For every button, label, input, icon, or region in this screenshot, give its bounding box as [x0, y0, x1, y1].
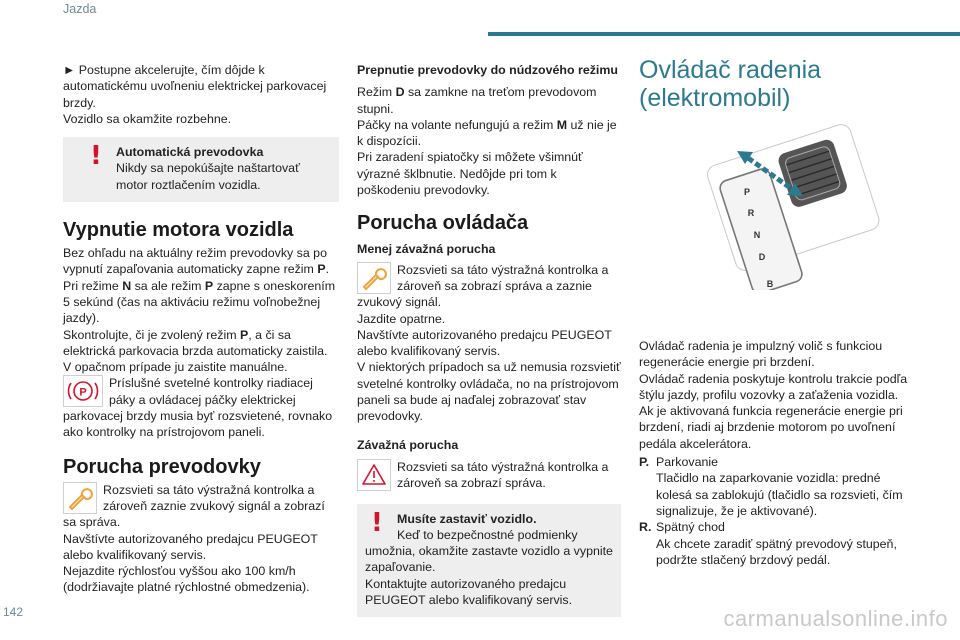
gearbox-fault-p1: Rozsvieti sa táto výstražná kontrolka a zároveň zaznie zvukový signál a zobrazí sa správa. — [63, 482, 325, 530]
emergency-p2: Páčky na volante nefungujú a režim M už nie je k dispozícii. — [357, 117, 617, 149]
selector-p1: Ovládač radenia je impulzný volič s funkciou regenerácie energie pri brzdení. — [639, 339, 883, 370]
mode-key: R. — [639, 520, 652, 535]
page-number: 142 — [3, 605, 24, 619]
mode-title: Spätný chod — [656, 520, 725, 535]
column-3 — [639, 56, 909, 568]
wrench-warning-icon — [357, 262, 391, 294]
column-2 — [357, 62, 621, 617]
gearbox-fault-block — [63, 482, 339, 531]
note-text: Nikdy sa nepokúšajte naštartovať motor roztlačením vozidla. — [116, 161, 300, 192]
selector-p3: Ak je aktivovaná funkcia regenerácie energie pri brzdení, riadi aj brzdenie motorom po uvoľnení pedála akcelerátora. — [639, 404, 903, 451]
selector-modes-list — [639, 454, 909, 568]
parking-brake-warning-icon — [63, 375, 103, 407]
heading-gearbox-fault: Porucha prevodovky — [63, 455, 261, 478]
note-stop-p2: Kontaktujte autorizovaného predajcu PEUGEOT alebo kvalifikovaný servis. — [365, 576, 573, 608]
parking-brake-indicator-block — [63, 375, 339, 440]
intro-line-1: ► Postupne akcelerujte, čím dôjde k automatickému uvoľneniu elektrickej parkovacej brzdy. — [63, 63, 327, 110]
mode-title: Parkovanie — [656, 455, 718, 470]
minor-fault-p4: V niektorých prípadoch sa už nemusia rozsvietiť svetelné kontrolky ovládača, no na prístrojovom paneli sa bude aj naďalej zobrazovať stav prevodovky. — [357, 360, 621, 424]
column-1 — [63, 62, 339, 596]
note-stop-title: Musíte zastaviť vozidlo. — [397, 511, 537, 526]
wrench-warning-icon — [63, 482, 97, 514]
minor-fault-p3: Navštívte autorizovaného predajcu PEUGEOT alebo kvalifikovaný servis. — [357, 327, 612, 359]
minor-fault-p2: Jazdite opatrne. — [357, 311, 446, 326]
warning-exclamation-icon: ! — [90, 141, 102, 172]
major-fault-block — [357, 459, 621, 492]
note-stop-p1: Keď to bezpečnostné podmienky umožnia, okamžite zastavte vozidlo a vypnite zapaľovanie. — [365, 527, 613, 575]
selector-letter-b: B — [766, 279, 774, 289]
warning-exclamation-icon: ! — [371, 507, 383, 538]
header-accent-bar — [488, 32, 960, 36]
page-title: Ovládač radenia (elektromobil) — [639, 56, 822, 112]
engine-off-p4: V opačnom prípade ju zaistite manuálne. — [63, 360, 288, 375]
heading-minor-fault: Menej závažná porucha — [357, 242, 496, 257]
selector-letter-r: R — [747, 208, 755, 218]
mode-text: Ak chcete zaradiť spätný prevodový stupeň, podržte stlačený brzdový pedál. — [656, 536, 897, 567]
gearbox-fault-p3: Nejazdite rýchlosťou vyššou ako 100 km/h (dodržiavajte platné rýchlostné obmedzenia). — [63, 564, 310, 595]
selector-description — [639, 338, 909, 452]
engine-off-p1: Bez ohľadu na aktuálny režim prevodovky sa po vypnutí zapaľovania automaticky zapne režim P. — [63, 246, 330, 277]
heading-engine-off: Vypnutie motora vozidla — [63, 219, 294, 242]
note-must-stop — [357, 504, 621, 618]
gear-selector-illustration — [639, 112, 909, 290]
engine-off-p2: Pri režime N sa ale režim P zapne s oneskorením 5 sekúnd (čas na aktiváciu režimu voľnobežnej jazdy). — [63, 278, 336, 326]
heading-emergency-mode: Prepnutie prevodovky do núdzového režimu — [357, 63, 618, 77]
svg-text:P: P — [79, 386, 87, 399]
note-automatic-gearbox — [63, 137, 339, 202]
minor-fault-block — [357, 262, 621, 311]
emergency-p3: Pri zaradení spiatočky si môžete všimnúť výrazné šklbnutie. Nedôjde pri tom k poškodeniu prevodovky. — [357, 150, 583, 198]
section-header: Jazda — [63, 2, 97, 16]
intro-line-2: Vozidlo sa okamžite rozbehne. — [63, 111, 232, 126]
selector-p2: Ovládač radenia poskytuje kontrolu trakcie podľa štýlu jazdy, profilu vozovky a zaťaženia vozidla. — [639, 371, 908, 402]
engine-off-p3: Skontrolujte, či je zvolený režim P, a či sa elektrická parkovacia brzda automaticky zaistila. — [63, 327, 328, 358]
major-fault-p1: Rozsvieti sa táto výstražná kontrolka a zároveň sa zobrazí správa. — [397, 459, 609, 491]
selector-letter-d: D — [758, 252, 766, 262]
gearbox-fault-p2: Navštívte autorizovaného predajcu PEUGEOT alebo kvalifikovaný servis. — [63, 531, 318, 562]
selector-letter-p: P — [743, 187, 751, 197]
heading-major-fault: Závažná porucha — [357, 437, 459, 452]
engine-off-p5: Príslušné svetelné kontrolky riadiacej páky a ovládacej páčky elektrickej parkovacej brzdy musia byť rozsvietené, rovnako ako kontrolky na prístrojovom paneli. — [63, 376, 333, 440]
selector-letter-n: N — [753, 230, 761, 240]
list-item — [639, 454, 909, 519]
list-item — [639, 519, 909, 568]
gear-selector-diagram — [639, 112, 909, 290]
minor-fault-p1: Rozsvieti sa táto výstražná kontrolka a zároveň sa zobrazí správa a zaznie zvukový signál. — [357, 262, 609, 310]
triangle-warning-icon — [357, 459, 391, 491]
mode-text: Tlačidlo na zaparkovanie vozidla: predné kolesá sa zablokujú (tlačidlo sa rozsvieti, čím signalizuje, že je aktivované). — [656, 471, 903, 518]
heading-control-fault: Porucha ovládača — [357, 212, 529, 235]
watermark: carmanualsonline.info — [723, 606, 948, 631]
mode-key: P. — [639, 455, 650, 470]
emergency-p1: Režim D sa zamkne na treťom prevodovom stupni. — [357, 85, 597, 116]
note-title: Automatická prevodovka — [116, 145, 264, 160]
